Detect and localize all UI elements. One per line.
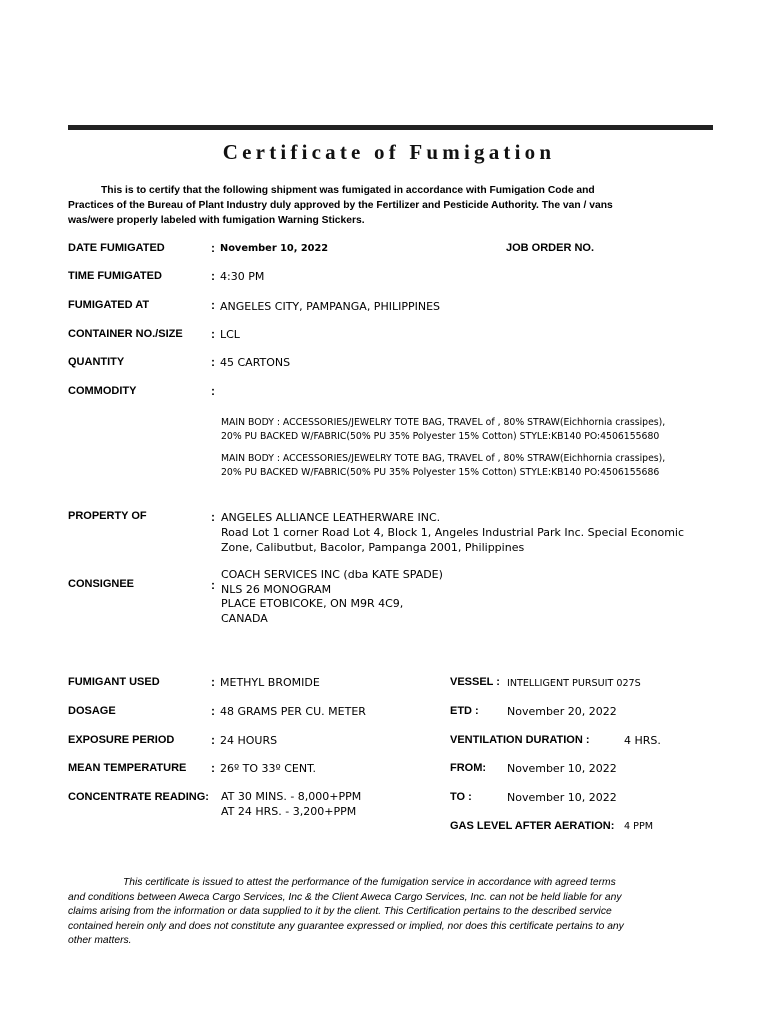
commodity-label: COMMODITY bbox=[68, 385, 137, 397]
mean-temperature-colon: : bbox=[211, 761, 215, 775]
vessel-label: VESSEL : bbox=[450, 676, 500, 688]
reading-line: AT 24 HRS. - 3,200+PPM bbox=[221, 804, 357, 818]
fumigant-used-colon: : bbox=[211, 675, 215, 689]
quantity-value: 45 CARTONS bbox=[220, 356, 291, 369]
address-line: Road Lot 1 corner Road Lot 4, Block 1, Angeles Industrial Park Inc. Special Economic bbox=[221, 526, 685, 539]
quantity-colon: : bbox=[211, 355, 215, 369]
address-line: NLS 26 MONOGRAM bbox=[221, 582, 332, 596]
commodity-item bbox=[221, 452, 665, 479]
vessel-value: INTELLIGENT PURSUIT 027S bbox=[507, 678, 641, 689]
commodity-item bbox=[221, 416, 665, 443]
date-fumigated-colon: : bbox=[211, 241, 215, 255]
address-line: ANGELES ALLIANCE LEATHERWARE INC. bbox=[221, 511, 441, 524]
ventilation-duration-label: VENTILATION DURATION : bbox=[450, 734, 590, 746]
dosage-label: DOSAGE bbox=[68, 705, 116, 717]
address-line: PLACE ETOBICOKE, ON M9R 4C9, bbox=[221, 597, 404, 611]
to-label: TO : bbox=[450, 791, 472, 803]
disclaimer-paragraph: This certificate is issued to attest the performance of the fumigation service in accordance with agreed terms and conditions between Aweca Cargo Services, Inc & the Client Aweca Cargo Services, Inc. can not be held liable for any claims arising from the information or data supplied to it by the client. This Certification pertains to the described service contained herein only and does not constitute any guarantee expressed or implied, nor does this certificate pertains to any other matters. bbox=[68, 877, 624, 947]
job-order-label: JOB ORDER NO. bbox=[506, 242, 595, 254]
commodity-item-line: MAIN BODY : ACCESSORIES/JEWELRY TOTE BAG, TRAVEL of , 80% STRAW(Eichhornia crassipes), bbox=[221, 453, 666, 464]
time-fumigated-colon: : bbox=[211, 269, 215, 283]
document-title: Certificate of Fumigation bbox=[222, 140, 556, 164]
exposure-period-colon: : bbox=[211, 733, 215, 747]
quantity-label: QUANTITY bbox=[68, 356, 125, 368]
dosage-value: 48 GRAMS PER CU. METER bbox=[220, 705, 366, 718]
mean-temperature-label: MEAN TEMPERATURE bbox=[68, 762, 187, 774]
property-of-address bbox=[221, 510, 684, 555]
commodity-item-line: MAIN BODY : ACCESSORIES/JEWELRY TOTE BAG, TRAVEL of , 80% STRAW(Eichhornia crassipes), bbox=[221, 417, 666, 428]
property-of-label: PROPERTY OF bbox=[68, 510, 147, 522]
dosage-colon: : bbox=[211, 704, 215, 718]
commodity-colon: : bbox=[211, 384, 215, 398]
etd-label: ETD : bbox=[450, 705, 479, 717]
consignee-address bbox=[221, 568, 443, 626]
date-fumigated-label: DATE FUMIGATED bbox=[68, 242, 165, 254]
gas-level-value: 4 PPM bbox=[624, 821, 654, 832]
reading-line: AT 30 MINS. - 8,000+PPM bbox=[221, 790, 362, 803]
fumigated-at-colon: : bbox=[211, 298, 215, 312]
from-value: November 10, 2022 bbox=[507, 762, 617, 775]
fumigant-used-value: METHYL BROMIDE bbox=[220, 676, 320, 689]
concentrate-reading-values bbox=[221, 790, 361, 819]
ventilation-duration-value: 4 HRS. bbox=[624, 734, 661, 747]
address-line: Zone, Calibutbut, Bacolor, Pampanga 2001, Philippines bbox=[221, 541, 525, 554]
fumigated-at-label: FUMIGATED AT bbox=[68, 299, 150, 311]
container-value: LCL bbox=[220, 328, 240, 341]
intro-paragraph: This is to certify that the following shipment was fumigated in accordance with Fumigation Code and Practices of the Bureau of Plant Industry duly approved by the Fertilizer and Pesticide Authority. The van / vans was/were properly labeled with fumigation Warning Stickers. bbox=[68, 185, 613, 226]
consignee-colon: : bbox=[211, 578, 215, 592]
time-fumigated-value: 4:30 PM bbox=[220, 270, 265, 283]
container-colon: : bbox=[211, 327, 215, 341]
date-fumigated-value: November 10, 2022 bbox=[220, 243, 329, 254]
mean-temperature-value: 26º TO 33º CENT. bbox=[220, 762, 316, 775]
address-line: CANADA bbox=[221, 611, 268, 625]
fumigated-at-value: ANGELES CITY, PAMPANGA, PHILIPPINES bbox=[220, 300, 441, 313]
concentrate-reading-label: CONCENTRATE READING: bbox=[68, 791, 209, 803]
from-label: FROM: bbox=[450, 762, 487, 774]
address-line: COACH SERVICES INC (dba KATE SPADE) bbox=[221, 568, 443, 581]
exposure-period-value: 24 HOURS bbox=[220, 734, 278, 747]
consignee-label: CONSIGNEE bbox=[68, 578, 135, 590]
header-rule bbox=[68, 125, 713, 130]
etd-value: November 20, 2022 bbox=[507, 705, 617, 718]
container-label: CONTAINER NO./SIZE bbox=[68, 328, 183, 340]
time-fumigated-label: TIME FUMIGATED bbox=[68, 270, 162, 282]
exposure-period-label: EXPOSURE PERIOD bbox=[68, 734, 175, 746]
commodity-item-line: 20% PU BACKED W/FABRIC(50% PU 35% Polyester 15% Cotton) STYLE:KB140 PO:4506155680 bbox=[221, 430, 660, 442]
commodity-item-line: 20% PU BACKED W/FABRIC(50% PU 35% Polyester 15% Cotton) STYLE:KB140 PO:4506155686 bbox=[221, 466, 660, 478]
gas-level-label: GAS LEVEL AFTER AERATION: bbox=[450, 820, 615, 832]
to-value: November 10, 2022 bbox=[507, 791, 617, 804]
property-of-colon: : bbox=[211, 510, 215, 524]
fumigant-used-label: FUMIGANT USED bbox=[68, 676, 160, 688]
